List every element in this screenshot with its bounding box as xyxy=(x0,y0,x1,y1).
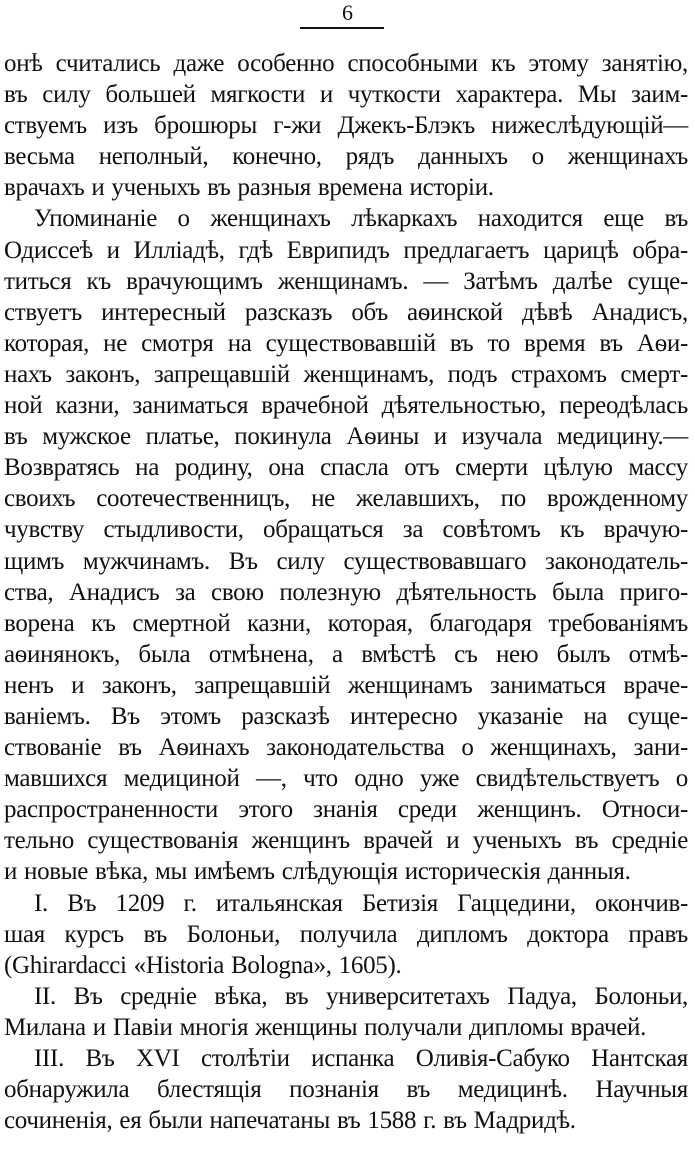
page-header xyxy=(0,2,695,25)
paragraph xyxy=(4,981,688,1043)
text-line: тельно существованія женщинъ врачей и ученыхъ въ средніе xyxy=(4,827,688,855)
text-line: Милана и Павіи многія женщины получали дипломы врачей. xyxy=(4,1013,647,1041)
paragraph xyxy=(4,1043,688,1136)
text-line: Возвратясь на родину, она спасла отъ смерти цѣлую массу xyxy=(4,454,688,482)
text-line: ствуемъ изъ брошюры г-жи Джекъ-Блэкъ нижеслѣдующій— xyxy=(4,112,688,140)
text-line: (Ghirardacci «Historia Bologna», 1605). xyxy=(4,951,402,979)
text-line: мавшихся медициной —, что одно уже свидѣтельствуетъ о xyxy=(4,765,688,793)
page-number: 6 xyxy=(342,0,353,25)
text-line: ненъ и законъ, запрещавшій женщинамъ заниматься враче- xyxy=(4,671,688,699)
text-line: чувству стыдливости, обращаться за совѣтомъ къ врачую- xyxy=(4,516,688,544)
text-line: въ мужское платье, покинула Аѳины и изучала медицину.— xyxy=(4,423,688,451)
text-line: титься къ врачующимъ женщинамъ. — Затѣмъ далѣе суще- xyxy=(4,267,688,295)
text-line: ствованіе въ Аѳинахъ законодательства о женщинахъ, зани- xyxy=(4,734,688,762)
text-line: въ силу большей мягкости и чуткости характера. Мы заим- xyxy=(4,81,688,109)
text-line: обнаружила блестящія познанія въ медицинѣ. Научныя xyxy=(4,1076,688,1104)
paragraph xyxy=(4,888,688,981)
text-line: Одиссеѣ и Илліадѣ, гдѣ Еврипидъ предлагаетъ царицѣ обра- xyxy=(4,236,688,264)
text-line: нахъ законъ, запрещавшій женщинамъ, подъ страхомъ смерт- xyxy=(4,360,688,388)
text-line: ваніемъ. Въ этомъ разсказѣ интересно указаніе на суще- xyxy=(4,702,688,730)
text-line: аѳинянокъ, была отмѣнена, а вмѣстѣ съ нею былъ отмѣ- xyxy=(4,640,688,668)
text-line: щимъ мужчинамъ. Въ силу существовавшаго законодатель- xyxy=(4,547,688,575)
text-line: шая курсъ въ Болоньи, получила дипломъ доктора правъ xyxy=(4,920,688,948)
paragraph xyxy=(4,203,688,887)
header-rule xyxy=(300,27,384,29)
text-line: и новые вѣка, мы имѣемъ слѣдующія историческія данныя. xyxy=(4,858,631,886)
text-line: ства, Анадисъ за свою полезную дѣятельность была пригo- xyxy=(4,578,688,606)
text-line: III. Въ XVI столѣтіи испанка Оливія-Сабуко Нантская xyxy=(34,1045,688,1072)
text-line: сочиненія, ея были напечатаны въ 1588 г. въ Мадридѣ. xyxy=(4,1107,576,1135)
text-line: ной казни, заниматься врачебной дѣятельностью, переодѣлась xyxy=(4,392,688,420)
text-line: весьма неполный, конечно, рядъ данныхъ о женщинахъ xyxy=(4,143,688,171)
text-line: Упоминаніе о женщинахъ лѣкаркахъ находится еще въ xyxy=(34,205,688,233)
text-line: своихъ соотечественницъ, не желавшихъ, по врожденному xyxy=(4,485,688,513)
text-line: врачахъ и ученыхъ въ разныя времена исторіи. xyxy=(4,174,494,202)
text-line: I. Въ 1209 г. итальянская Бетизія Гаццедини, окончив- xyxy=(34,889,688,917)
text-line: распространенности этого знанія среди женщинъ. Относи- xyxy=(4,796,688,824)
paragraph xyxy=(4,48,688,203)
text-line: II. Въ средніе вѣка, въ университетахъ Падуа, Болоньи, xyxy=(34,982,688,1010)
text-line: ворена къ смертной казни, которая, благодаря требованіямъ xyxy=(4,609,688,637)
text-line: которая, не смотря на существовавшій въ то время въ Аѳи- xyxy=(4,329,688,357)
text-line: онѣ считались даже особенно способными къ этому занятію, xyxy=(4,50,688,77)
body-text xyxy=(4,48,688,1136)
text-line: ствуетъ интересный разсказъ объ аѳинской дѣвѣ Анадисъ, xyxy=(4,298,688,326)
